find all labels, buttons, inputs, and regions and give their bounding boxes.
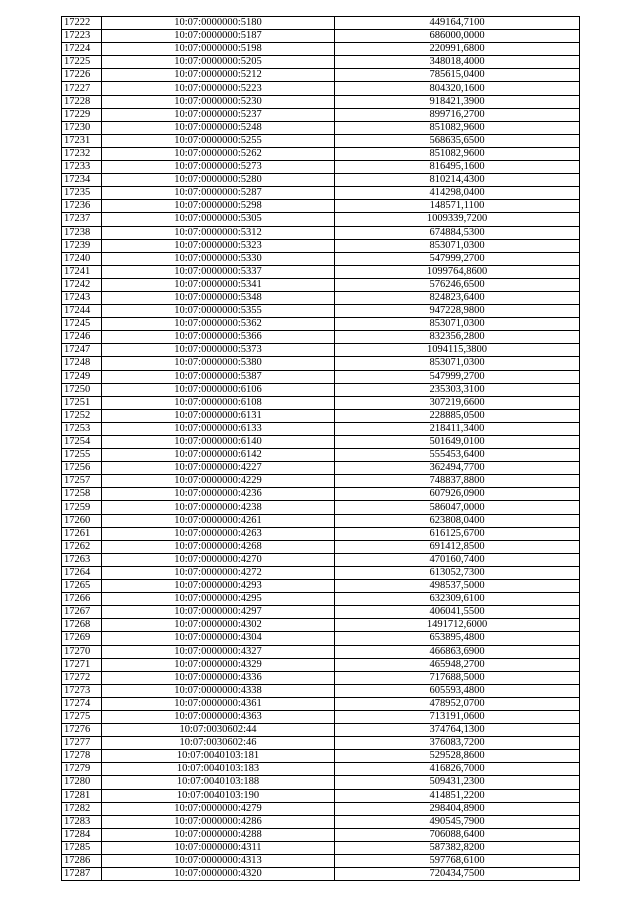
cadastral-number-cell: 10:07:0000000:5262 [102,147,335,160]
value-cell: 616125,6700 [335,527,580,540]
value-cell: 478952,0700 [335,697,580,710]
value-cell: 613052,7300 [335,566,580,579]
row-number-cell: 17268 [62,619,102,632]
cadastral-number-cell: 10:07:0000000:4288 [102,828,335,841]
cadastral-number-cell: 10:07:0000000:4261 [102,514,335,527]
row-number-cell: 17275 [62,710,102,723]
row-number-cell: 17282 [62,802,102,815]
row-number-cell: 17232 [62,147,102,160]
value-cell: 853071,0300 [335,239,580,252]
row-number-cell: 17274 [62,697,102,710]
table-row [62,671,580,684]
table-row [62,802,580,815]
table-row [62,462,580,475]
table-row [62,252,580,265]
cadastral-number-cell: 10:07:0000000:5280 [102,174,335,187]
table-row [62,828,580,841]
cadastral-number-cell: 10:07:0000000:4313 [102,855,335,868]
row-number-cell: 17252 [62,409,102,422]
table-row [62,763,580,776]
row-number-cell: 17267 [62,606,102,619]
cadastral-number-cell: 10:07:0000000:5341 [102,278,335,291]
value-cell: 853071,0300 [335,357,580,370]
cadastral-number-cell: 10:07:0000000:5348 [102,291,335,304]
value-cell: 720434,7500 [335,868,580,881]
cadastral-number-cell: 10:07:0030602:46 [102,737,335,750]
value-cell: 547999,2700 [335,252,580,265]
value-cell: 607926,0900 [335,488,580,501]
value-cell: 816495,1600 [335,161,580,174]
value-cell: 899716,2700 [335,108,580,121]
row-number-cell: 17264 [62,566,102,579]
table-row [62,121,580,134]
value-cell: 824823,6400 [335,291,580,304]
table-row [62,278,580,291]
value-cell: 851082,9600 [335,121,580,134]
cadastral-value-table [61,16,580,881]
row-number-cell: 17255 [62,449,102,462]
table-row [62,344,580,357]
value-cell: 1009339,7200 [335,213,580,226]
value-cell: 555453,6400 [335,449,580,462]
row-number-cell: 17260 [62,514,102,527]
value-cell: 307219,6600 [335,396,580,409]
row-number-cell: 17247 [62,344,102,357]
table-body [62,17,580,881]
cadastral-number-cell: 10:07:0040103:190 [102,789,335,802]
table-row [62,82,580,95]
row-number-cell: 17280 [62,776,102,789]
cadastral-number-cell: 10:07:0000000:4304 [102,632,335,645]
table-row [62,724,580,737]
value-cell: 623808,0400 [335,514,580,527]
table-row [62,632,580,645]
value-cell: 691412,8500 [335,540,580,553]
row-number-cell: 17286 [62,855,102,868]
row-number-cell: 17287 [62,868,102,881]
cadastral-number-cell: 10:07:0000000:5337 [102,265,335,278]
row-number-cell: 17249 [62,370,102,383]
cadastral-number-cell: 10:07:0000000:6131 [102,409,335,422]
row-number-cell: 17229 [62,108,102,121]
cadastral-number-cell: 10:07:0000000:4297 [102,606,335,619]
value-cell: 529528,8600 [335,750,580,763]
table-row [62,56,580,69]
table-row [62,174,580,187]
cadastral-number-cell: 10:07:0000000:5180 [102,17,335,30]
row-number-cell: 17281 [62,789,102,802]
value-cell: 748837,8800 [335,475,580,488]
table-row [62,436,580,449]
value-cell: 228885,0500 [335,409,580,422]
value-cell: 414298,0400 [335,187,580,200]
value-cell: 374764,1300 [335,724,580,737]
row-number-cell: 17251 [62,396,102,409]
table-row [62,239,580,252]
value-cell: 832356,2800 [335,331,580,344]
table-row [62,514,580,527]
table-row [62,475,580,488]
cadastral-number-cell: 10:07:0000000:5205 [102,56,335,69]
table-row [62,409,580,422]
cadastral-number-cell: 10:07:0000000:4238 [102,501,335,514]
cadastral-number-cell: 10:07:0000000:4327 [102,645,335,658]
table-row [62,645,580,658]
row-number-cell: 17222 [62,17,102,30]
table-row [62,488,580,501]
cadastral-number-cell: 10:07:0040103:183 [102,763,335,776]
row-number-cell: 17279 [62,763,102,776]
row-number-cell: 17270 [62,645,102,658]
row-number-cell: 17277 [62,737,102,750]
row-number-cell: 17230 [62,121,102,134]
table-row [62,527,580,540]
row-number-cell: 17234 [62,174,102,187]
row-number-cell: 17226 [62,69,102,82]
cadastral-number-cell: 10:07:0000000:5237 [102,108,335,121]
value-cell: 717688,5000 [335,671,580,684]
row-number-cell: 17269 [62,632,102,645]
cadastral-number-cell: 10:07:0000000:5212 [102,69,335,82]
table-row [62,449,580,462]
cadastral-number-cell: 10:07:0000000:5362 [102,318,335,331]
table-row [62,318,580,331]
cadastral-number-cell: 10:07:0000000:4263 [102,527,335,540]
table-row [62,226,580,239]
cadastral-number-cell: 10:07:0040103:188 [102,776,335,789]
table-row [62,501,580,514]
cadastral-number-cell: 10:07:0000000:5380 [102,357,335,370]
row-number-cell: 17243 [62,291,102,304]
row-number-cell: 17261 [62,527,102,540]
table-row [62,147,580,160]
row-number-cell: 17236 [62,200,102,213]
row-number-cell: 17253 [62,422,102,435]
row-number-cell: 17239 [62,239,102,252]
table-row [62,737,580,750]
table-row [62,776,580,789]
row-number-cell: 17256 [62,462,102,475]
value-cell: 501649,0100 [335,436,580,449]
value-cell: 547999,2700 [335,370,580,383]
table-row [62,265,580,278]
value-cell: 414851,2200 [335,789,580,802]
value-cell: 810214,4300 [335,174,580,187]
table-row [62,305,580,318]
table-row [62,108,580,121]
row-number-cell: 17235 [62,187,102,200]
table-row [62,580,580,593]
row-number-cell: 17241 [62,265,102,278]
value-cell: 509431,2300 [335,776,580,789]
table-row [62,187,580,200]
table-row [62,697,580,710]
value-cell: 632309,6100 [335,593,580,606]
cadastral-number-cell: 10:07:0000000:5248 [102,121,335,134]
table-row [62,331,580,344]
cadastral-number-cell: 10:07:0000000:5312 [102,226,335,239]
value-cell: 587382,8200 [335,841,580,854]
table-row [62,161,580,174]
cadastral-number-cell: 10:07:0000000:4270 [102,553,335,566]
table-row [62,30,580,43]
row-number-cell: 17259 [62,501,102,514]
table-row [62,750,580,763]
row-number-cell: 17262 [62,540,102,553]
table-row [62,841,580,854]
row-number-cell: 17238 [62,226,102,239]
cadastral-number-cell: 10:07:0000000:4311 [102,841,335,854]
value-cell: 348018,4000 [335,56,580,69]
table-row [62,357,580,370]
row-number-cell: 17276 [62,724,102,737]
cadastral-number-cell: 10:07:0000000:5387 [102,370,335,383]
cadastral-number-cell: 10:07:0000000:5373 [102,344,335,357]
value-cell: 498537,5000 [335,580,580,593]
table-row [62,95,580,108]
cadastral-number-cell: 10:07:0000000:5355 [102,305,335,318]
table-row [62,134,580,147]
table-row [62,619,580,632]
row-number-cell: 17245 [62,318,102,331]
row-number-cell: 17240 [62,252,102,265]
value-cell: 597768,6100 [335,855,580,868]
value-cell: 605593,4800 [335,684,580,697]
table-row [62,383,580,396]
row-number-cell: 17266 [62,593,102,606]
table-row [62,658,580,671]
cadastral-number-cell: 10:07:0000000:4286 [102,815,335,828]
row-number-cell: 17278 [62,750,102,763]
row-number-cell: 17285 [62,841,102,854]
row-number-cell: 17248 [62,357,102,370]
table-row [62,17,580,30]
row-number-cell: 17273 [62,684,102,697]
table-row [62,684,580,697]
value-cell: 653895,4800 [335,632,580,645]
cadastral-number-cell: 10:07:0000000:4295 [102,593,335,606]
cadastral-number-cell: 10:07:0000000:4329 [102,658,335,671]
row-number-cell: 17227 [62,82,102,95]
cadastral-number-cell: 10:07:0030602:44 [102,724,335,737]
row-number-cell: 17263 [62,553,102,566]
table-row [62,540,580,553]
cadastral-number-cell: 10:07:0000000:4336 [102,671,335,684]
cadastral-number-cell: 10:07:0000000:4320 [102,868,335,881]
value-cell: 947228,9800 [335,305,580,318]
value-cell: 1099764,8600 [335,265,580,278]
cadastral-number-cell: 10:07:0000000:5305 [102,213,335,226]
row-number-cell: 17233 [62,161,102,174]
value-cell: 706088,6400 [335,828,580,841]
row-number-cell: 17283 [62,815,102,828]
cadastral-number-cell: 10:07:0000000:5323 [102,239,335,252]
table-row [62,868,580,881]
cadastral-number-cell: 10:07:0000000:4293 [102,580,335,593]
table-row [62,815,580,828]
table-row [62,370,580,383]
cadastral-number-cell: 10:07:0000000:4272 [102,566,335,579]
value-cell: 918421,3900 [335,95,580,108]
cadastral-number-cell: 10:07:0000000:4236 [102,488,335,501]
cadastral-number-cell: 10:07:0000000:4268 [102,540,335,553]
value-cell: 416826,7000 [335,763,580,776]
cadastral-number-cell: 10:07:0000000:6142 [102,449,335,462]
cadastral-number-cell: 10:07:0000000:6140 [102,436,335,449]
table-row [62,200,580,213]
cadastral-number-cell: 10:07:0000000:4363 [102,710,335,723]
row-number-cell: 17224 [62,43,102,56]
table-row [62,593,580,606]
row-number-cell: 17244 [62,305,102,318]
cadastral-number-cell: 10:07:0000000:6133 [102,422,335,435]
value-cell: 148571,1100 [335,200,580,213]
table-row [62,855,580,868]
row-number-cell: 17272 [62,671,102,684]
value-cell: 449164,7100 [335,17,580,30]
value-cell: 362494,7700 [335,462,580,475]
table-row [62,213,580,226]
value-cell: 853071,0300 [335,318,580,331]
cadastral-number-cell: 10:07:0000000:5255 [102,134,335,147]
table-row [62,69,580,82]
value-cell: 568635,6500 [335,134,580,147]
value-cell: 220991,6800 [335,43,580,56]
cadastral-number-cell: 10:07:0000000:5230 [102,95,335,108]
row-number-cell: 17257 [62,475,102,488]
row-number-cell: 17242 [62,278,102,291]
row-number-cell: 17250 [62,383,102,396]
value-cell: 466863,6900 [335,645,580,658]
value-cell: 785615,0400 [335,69,580,82]
cadastral-number-cell: 10:07:0000000:5366 [102,331,335,344]
value-cell: 298404,8900 [335,802,580,815]
value-cell: 1094115,3800 [335,344,580,357]
row-number-cell: 17225 [62,56,102,69]
value-cell: 406041,5500 [335,606,580,619]
row-number-cell: 17271 [62,658,102,671]
cadastral-number-cell: 10:07:0000000:4229 [102,475,335,488]
cadastral-number-cell: 10:07:0000000:5187 [102,30,335,43]
table-row [62,710,580,723]
value-cell: 851082,9600 [335,147,580,160]
value-cell: 218411,3400 [335,422,580,435]
cadastral-number-cell: 10:07:0000000:5287 [102,187,335,200]
cadastral-number-cell: 10:07:0000000:4302 [102,619,335,632]
value-cell: 674884,5300 [335,226,580,239]
table-row [62,566,580,579]
table-row [62,43,580,56]
value-cell: 686000,0000 [335,30,580,43]
value-cell: 465948,2700 [335,658,580,671]
row-number-cell: 17258 [62,488,102,501]
row-number-cell: 17223 [62,30,102,43]
value-cell: 576246,6500 [335,278,580,291]
value-cell: 376083,7200 [335,737,580,750]
row-number-cell: 17246 [62,331,102,344]
value-cell: 470160,7400 [335,553,580,566]
cadastral-number-cell: 10:07:0000000:5198 [102,43,335,56]
table-row [62,422,580,435]
value-cell: 1491712,6000 [335,619,580,632]
cadastral-number-cell: 10:07:0040103:181 [102,750,335,763]
table-row [62,291,580,304]
row-number-cell: 17254 [62,436,102,449]
cadastral-number-cell: 10:07:0000000:5273 [102,161,335,174]
cadastral-number-cell: 10:07:0000000:4227 [102,462,335,475]
cadastral-number-cell: 10:07:0000000:4338 [102,684,335,697]
cadastral-number-cell: 10:07:0000000:5298 [102,200,335,213]
cadastral-number-cell: 10:07:0000000:4279 [102,802,335,815]
table-row [62,553,580,566]
row-number-cell: 17231 [62,134,102,147]
row-number-cell: 17237 [62,213,102,226]
cadastral-number-cell: 10:07:0000000:6106 [102,383,335,396]
row-number-cell: 17284 [62,828,102,841]
table-row [62,606,580,619]
value-cell: 586047,0000 [335,501,580,514]
value-cell: 490545,7900 [335,815,580,828]
table-row [62,789,580,802]
value-cell: 235303,3100 [335,383,580,396]
cadastral-number-cell: 10:07:0000000:6108 [102,396,335,409]
table-row [62,396,580,409]
value-cell: 713191,0600 [335,710,580,723]
value-cell: 804320,1600 [335,82,580,95]
row-number-cell: 17228 [62,95,102,108]
cadastral-number-cell: 10:07:0000000:4361 [102,697,335,710]
cadastral-number-cell: 10:07:0000000:5223 [102,82,335,95]
cadastral-number-cell: 10:07:0000000:5330 [102,252,335,265]
row-number-cell: 17265 [62,580,102,593]
